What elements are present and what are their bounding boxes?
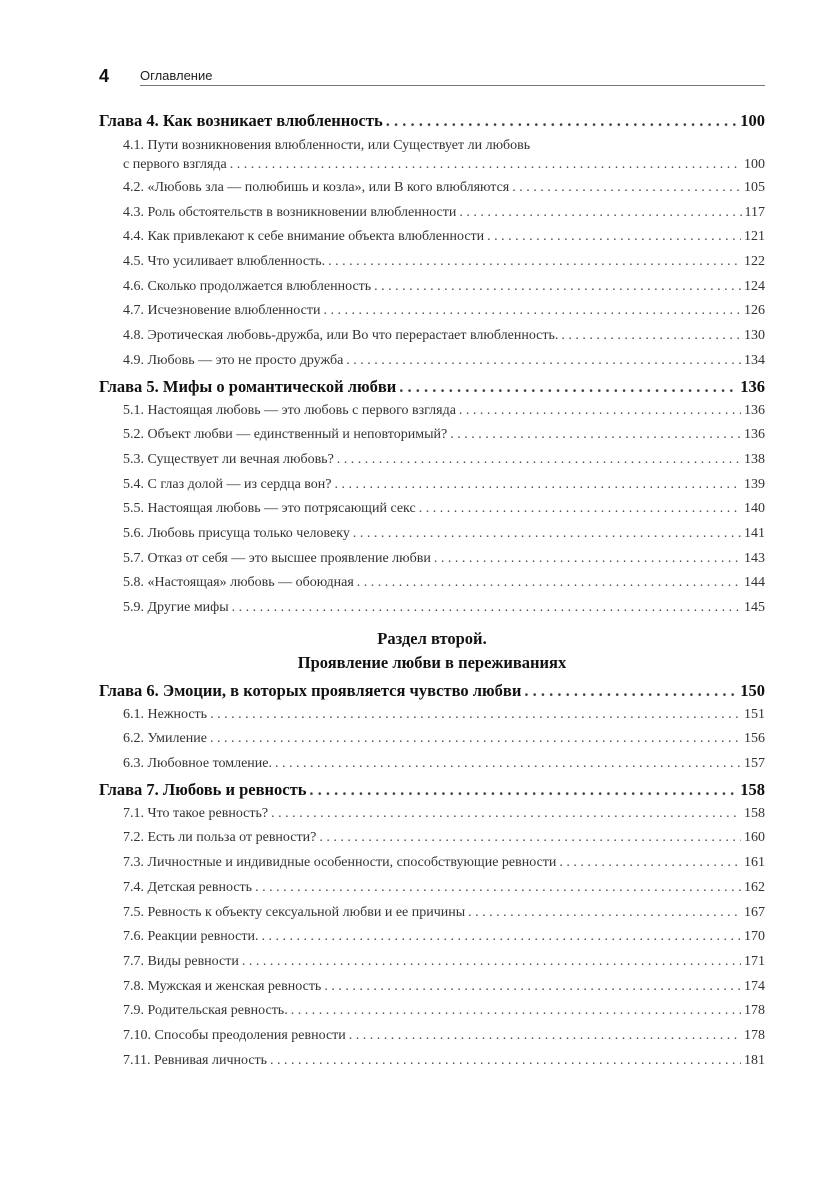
item-page: 130: [744, 328, 765, 344]
dot-leader: [271, 802, 741, 827]
dot-leader: [524, 678, 737, 703]
dot-leader: [210, 703, 741, 728]
item-title: 6.3. Любовное томление.: [123, 756, 272, 772]
item-title: 4.2. «Любовь зла — полюбишь и козла», или В кого влюбляются: [123, 180, 510, 195]
item-page: 162: [744, 879, 765, 895]
item-page: 144: [744, 575, 765, 591]
toc-item[interactable]: [99, 851, 765, 876]
item-page: 126: [744, 303, 765, 319]
item-page: 100: [744, 157, 765, 172]
item-title: 4.9. Любовь — это не просто дружба: [123, 352, 344, 368]
item-title-line1: 4.1. Пути возникновения влюбленности, или Существует ли любовь: [123, 138, 531, 153]
dot-leader: [270, 1049, 741, 1074]
item-title: 7.4. Детская ревность: [123, 879, 253, 895]
toc-chapter[interactable]: [99, 678, 765, 703]
item-page: 105: [744, 180, 765, 195]
item-page: 139: [744, 476, 765, 492]
toc-item[interactable]: [99, 547, 765, 572]
toc-item[interactable]: [99, 250, 765, 275]
dot-leader: [357, 571, 741, 596]
dot-leader: [335, 473, 741, 498]
item-page: 178: [744, 1003, 765, 1019]
toc-item[interactable]: [99, 901, 765, 926]
dot-leader: [346, 349, 741, 374]
dot-leader: [210, 727, 741, 752]
page-header: [99, 66, 765, 88]
item-page: 171: [744, 953, 765, 969]
toc-item[interactable]: [99, 925, 765, 950]
dot-leader: [261, 925, 741, 950]
dot-leader: [230, 155, 741, 174]
dot-leader: [328, 250, 741, 275]
item-title: 7.8. Мужская и женская ревность: [123, 978, 322, 994]
toc-chapter[interactable]: [99, 374, 765, 399]
page-number: 4: [99, 66, 110, 86]
item-page: 174: [744, 978, 765, 994]
chapter-title: Глава 4. Как возникает влюбленность: [99, 111, 383, 130]
dot-leader: [561, 324, 741, 349]
toc-item[interactable]: [99, 349, 765, 374]
running-title: Оглавление: [140, 68, 213, 83]
item-title: 5.1. Настоящая любовь — это любовь с первого взгляда: [123, 402, 456, 418]
chapter-page: 150: [740, 680, 765, 700]
item-title: 6.1. Нежность: [123, 706, 208, 722]
item-page: 121: [744, 229, 765, 245]
toc-item[interactable]: [99, 571, 765, 596]
toc-item[interactable]: [99, 448, 765, 473]
toc-item[interactable]: [99, 876, 765, 901]
dot-leader: [319, 826, 741, 851]
item-title: 7.1. Что такое ревность?: [123, 805, 269, 821]
item-title: 7.11. Ревнивая личность: [123, 1052, 268, 1068]
item-title: 7.6. Реакции ревности.: [123, 929, 259, 945]
item-page: 124: [744, 278, 765, 294]
dot-leader: [353, 522, 741, 547]
toc-item[interactable]: [99, 1024, 765, 1049]
item-title: 4.6. Сколько продолжается влюбленность: [123, 278, 372, 294]
item-page: 167: [744, 904, 765, 920]
item-page: 141: [744, 525, 765, 541]
item-page: 136: [744, 427, 765, 443]
item-page: 136: [744, 402, 765, 418]
item-page: 170: [744, 929, 765, 945]
item-page: 140: [744, 501, 765, 517]
toc-item[interactable]: [99, 752, 765, 777]
chapter-page: 158: [740, 779, 765, 799]
item-title: 4.5. Что усиливает влюбленность.: [123, 254, 326, 270]
item-page: 158: [744, 805, 765, 821]
toc-item[interactable]: [99, 1049, 765, 1074]
item-title: 6.2. Умиление: [123, 731, 207, 747]
toc-item[interactable]: [99, 201, 765, 226]
toc-item[interactable]: [99, 727, 765, 752]
toc-item[interactable]: [99, 497, 765, 522]
toc-item[interactable]: [99, 950, 765, 975]
item-title: 4.3. Роль обстоятельств в возникновении влюбленности: [123, 204, 457, 220]
toc-item[interactable]: [99, 225, 765, 250]
item-title: 5.6. Любовь присуща только человеку: [123, 525, 350, 541]
dot-leader: [459, 201, 741, 226]
section-heading: [99, 627, 765, 675]
toc-item[interactable]: [99, 802, 765, 827]
dot-leader: [374, 275, 741, 300]
dot-leader: [559, 851, 741, 876]
toc-item[interactable]: [99, 999, 765, 1024]
toc-item[interactable]: [99, 399, 765, 424]
dot-leader: [255, 876, 741, 901]
item-title: 4.4. Как привлекают к себе внимание объекта влюбленности: [123, 229, 485, 245]
item-title: 7.9. Родительская ревность.: [123, 1003, 288, 1019]
item-title: 5.5. Настоящая любовь — это потрясающий секс: [123, 501, 416, 517]
item-title: 5.9. Другие мифы: [123, 600, 229, 615]
header-rule: [140, 85, 765, 86]
item-title: 5.2. Объект любви — единственный и неповторимый?: [123, 427, 448, 443]
toc-item[interactable]: [99, 522, 765, 547]
item-page: 161: [744, 855, 765, 871]
item-title: 4.8. Эротическая любовь-дружба, или Во что перерастает влюбленность.: [123, 328, 559, 344]
item-title: 5.4. С глаз долой — из сердца вон?: [123, 476, 332, 492]
chapter-page: 100: [740, 111, 765, 130]
item-title: 7.10. Способы преодоления ревности: [123, 1027, 346, 1043]
dot-leader: [434, 547, 741, 572]
toc-item[interactable]: [99, 133, 765, 176]
dot-leader: [349, 1024, 741, 1049]
toc-item[interactable]: [99, 176, 765, 201]
section-heading-line2: Проявление любви в переживаниях: [297, 652, 567, 672]
item-page: 178: [744, 1027, 765, 1043]
dot-leader: [450, 423, 741, 448]
toc-item[interactable]: [99, 299, 765, 324]
toc-item[interactable]: [99, 703, 765, 728]
item-page: 151: [744, 706, 765, 722]
dot-leader: [232, 596, 741, 621]
item-page: 143: [744, 550, 765, 566]
item-title: 7.3. Личностные и индивидные особенности, способствующие ревности: [123, 855, 557, 871]
dot-leader: [419, 497, 741, 522]
item-page: 134: [744, 352, 765, 368]
item-page: 145: [744, 600, 765, 615]
item-page: 157: [744, 756, 765, 772]
toc-chapter[interactable]: [99, 777, 765, 802]
item-page: 160: [744, 830, 765, 846]
item-title: 7.7. Виды ревности: [123, 953, 239, 969]
dot-leader: [324, 975, 741, 1000]
item-page: 181: [744, 1052, 765, 1068]
item-page: 117: [744, 204, 765, 220]
item-title: с первого взгляда: [123, 157, 227, 172]
item-title: 7.5. Ревность к объекту сексуальной любви и ее причины: [123, 904, 466, 920]
table-of-contents: [99, 108, 765, 1073]
item-title: 7.2. Есть ли польза от ревности?: [123, 830, 317, 846]
dot-leader: [275, 752, 741, 777]
dot-leader: [291, 999, 741, 1024]
dot-leader: [512, 176, 741, 201]
toc-item[interactable]: [99, 975, 765, 1000]
dot-leader: [309, 777, 737, 802]
item-title: 4.7. Исчезновение влюбленности: [123, 303, 321, 319]
dot-leader: [468, 901, 741, 926]
dot-leader: [323, 299, 741, 324]
chapter-title: Глава 6. Эмоции, в которых проявляется чувство любви: [99, 680, 522, 700]
chapter-page: 136: [740, 376, 765, 396]
chapter-title: Глава 5. Мифы о романтической любви: [99, 376, 397, 396]
dot-leader: [242, 950, 741, 975]
chapter-title: Глава 7. Любовь и ревность: [99, 779, 307, 799]
item-page: 122: [744, 254, 765, 270]
toc-item[interactable]: [99, 596, 765, 621]
toc-item[interactable]: [99, 275, 765, 300]
toc-item[interactable]: [99, 473, 765, 498]
dot-leader: [337, 448, 741, 473]
dot-leader: [459, 399, 741, 424]
toc-item[interactable]: [99, 324, 765, 349]
toc-item[interactable]: [99, 423, 765, 448]
item-title: 5.7. Отказ от себя — это высшее проявление любви: [123, 550, 431, 566]
section-heading-line1: Раздел второй.: [377, 628, 487, 648]
item-title: 5.8. «Настоящая» любовь — обоюдная: [123, 575, 354, 591]
toc-chapter[interactable]: [99, 108, 765, 133]
toc-item[interactable]: [99, 826, 765, 851]
dot-leader: [386, 108, 738, 133]
item-page: 156: [744, 731, 765, 747]
dot-leader: [487, 225, 741, 250]
item-title: 5.3. Существует ли вечная любовь?: [123, 451, 334, 467]
item-page: 138: [744, 451, 765, 467]
dot-leader: [399, 374, 737, 399]
